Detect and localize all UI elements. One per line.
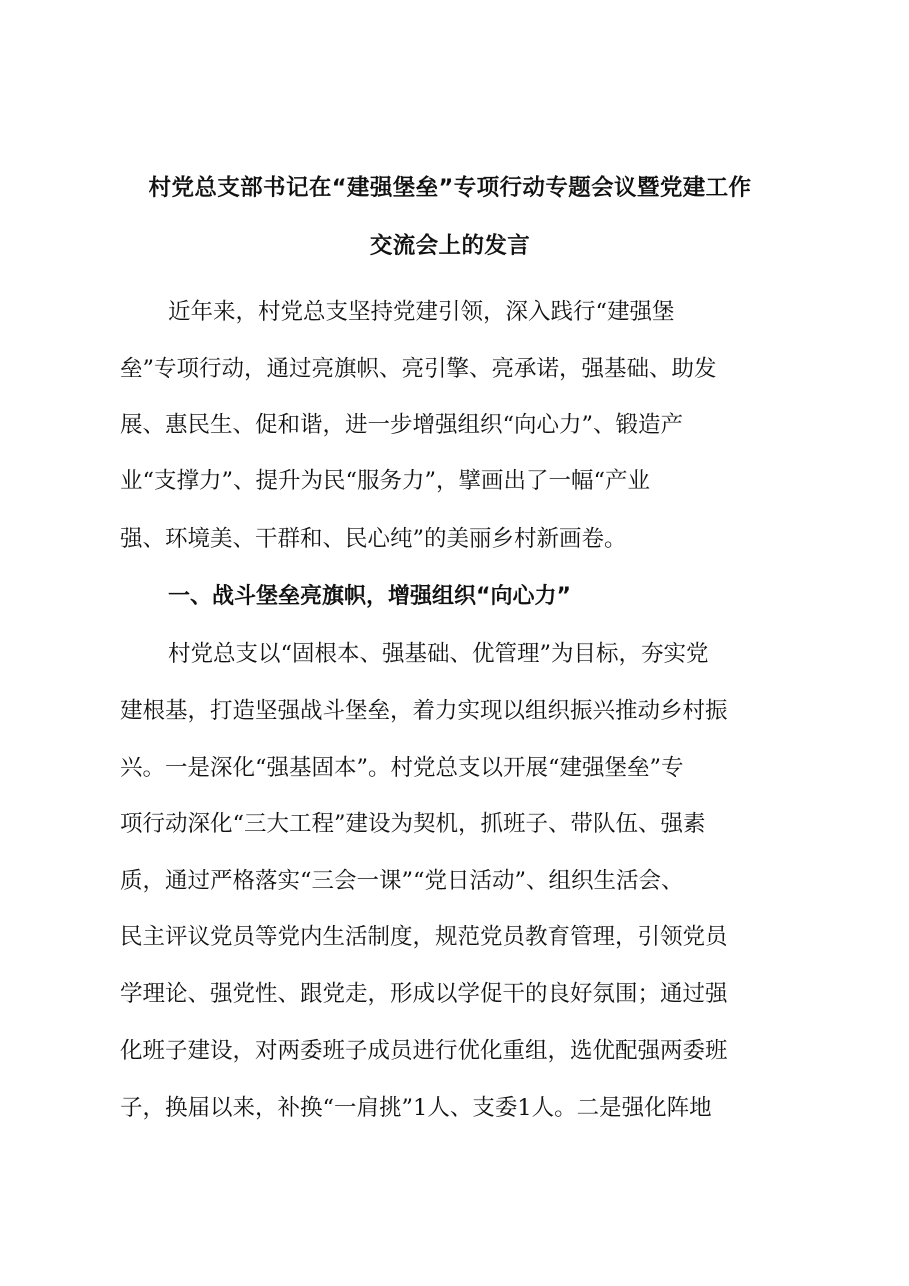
section-line: 项行动深化“三大工程”建设为契机，抓班子、带队伍、强素 <box>120 811 706 837</box>
intro-line: 垒”专项行动，通过亮旗帜、亮引擎、亮承诺，强基础、助发 <box>120 356 717 382</box>
section-line: 质，通过严格落实“三会一课”“党日活动”、组织生活会、 <box>120 868 684 894</box>
document-title-line-2: 交流会上的发言 <box>369 233 531 259</box>
section-line: 建根基，打造坚强战斗堡垒，着力实现以组织振兴推动乡村振 <box>120 698 728 724</box>
document-title-line-1: 村党总支部书记在“建强堡垒”专项行动专题会议暨党建工作 <box>148 175 752 201</box>
intro-line: 业“支撑力”、提升为民“服务力”，擘画出了一幅“产业 <box>120 468 651 494</box>
section-line: 民主评议党员等党内生活制度，规范党员教育管理，引领党员 <box>120 924 728 950</box>
section-line: 兴。一是深化“强基固本”。村党总支以开展“建强堡垒”专 <box>120 755 684 781</box>
intro-line: 近年来，村党总支坚持党建引领，深入践行“建强堡 <box>168 299 675 325</box>
section-line: 学理论、强党性、跟党走，形成以学促干的良好氛围；通过强 <box>120 981 728 1007</box>
section-heading: 一、战斗堡垒亮旗帜，增强组织“向心力” <box>168 584 571 609</box>
section-line: 子，换届以来，补换“一肩挑”1人、支委1人。二是强化阵地 <box>120 1095 712 1121</box>
intro-line: 强、环境美、干群和、民心纯”的美丽乡村新画卷。 <box>120 526 627 552</box>
section-line: 村党总支以“固根本、强基础、优管理”为目标，夯实党 <box>168 641 709 667</box>
section-line: 化班子建设，对两委班子成员进行优化重组，选优配强两委班 <box>120 1038 728 1064</box>
intro-line: 展、惠民生、促和谐，进一步增强组织“向心力”、锻造产 <box>120 412 684 438</box>
